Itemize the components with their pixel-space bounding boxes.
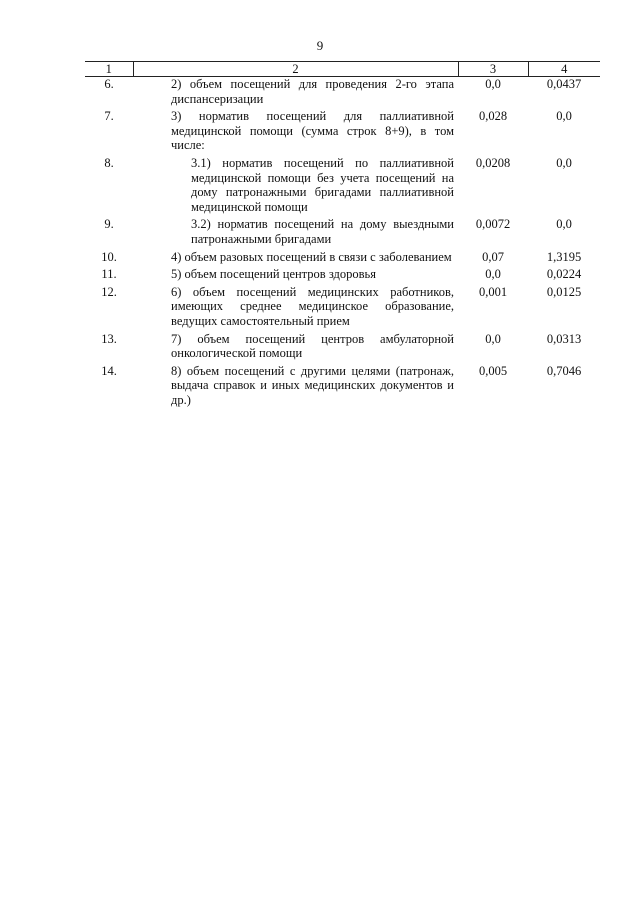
row-description: 3) норматив посещений для паллиативной медицинской помощи (сумма строк 8+9), в том числе: [171,109,454,153]
row-value-col3: 0,0072 [475,217,511,232]
row-description: 3.1) норматив посещений по паллиативной медицинской помощи без учета посещений на дому патронажными бригадами паллиативной медицинской помощи [191,155,454,214]
row-number: 6. [104,77,114,91]
table-row [85,109,600,156]
row-number: 12. [101,284,117,299]
row-number: 8. [104,155,114,170]
table-header [85,62,600,77]
row-description: 5) объем посещений центров здоровья [171,267,376,282]
row-number: 9. [104,217,114,232]
row-value-col3: 0,005 [478,363,508,378]
row-value-col4: 1,3195 [546,249,582,264]
header-col-4: 4 [528,62,600,77]
header-col-1: 1 [85,62,133,77]
table-row [85,267,600,285]
row-description: 8) объем посещений с другими целями (патронаж, выдача справок и иных медицинских документов и др.) [171,363,454,407]
table-row [85,364,600,411]
row-value-col3: 0,0 [485,331,501,346]
row-value-col3: 0,028 [478,109,508,124]
data-table [85,61,600,410]
row-value-col4: 0,0437 [546,77,582,91]
table-row [85,156,600,217]
row-value-col3: 0,001 [478,284,508,299]
row-value-col3: 0,0 [485,267,501,282]
table-row [85,77,600,110]
row-description: 3.2) норматив посещений на дому выездными патронажными бригадами [191,217,454,246]
table-row [85,250,600,268]
row-description: 7) объем посещений центров амбулаторной онкологической помощи [171,331,454,361]
table-header-row [85,62,600,77]
row-description: 2) объем посещений для проведения 2-го этапа диспансеризации [171,77,454,106]
table-row [85,332,600,364]
table-row [85,217,600,249]
row-number: 14. [101,363,117,378]
row-number: 11. [101,267,117,282]
row-value-col3: 0,0 [485,77,501,91]
row-value-col4: 0,7046 [546,363,582,378]
row-value-col4: 0,0224 [546,267,582,282]
row-number: 13. [101,331,117,346]
row-value-col4: 0,0 [556,109,572,124]
row-number: 7. [104,109,114,124]
row-number: 10. [101,249,117,264]
page-number: 9 [316,38,324,53]
row-value-col3: 0,0208 [475,155,511,170]
header-col-3: 3 [458,62,528,77]
row-description: 4) объем разовых посещений в связи с заболеванием [171,249,452,264]
row-description: 6) объем посещений медицинских работников, имеющих среднее медицинское образование, ведущих самостоятельный прием [171,284,454,328]
row-value-col3: 0,07 [482,249,504,264]
row-value-col4: 0,0125 [546,284,582,299]
table-row [85,285,600,332]
row-value-col4: 0,0 [556,155,572,170]
header-col-2: 2 [133,62,458,77]
table-body [85,77,600,411]
row-value-col4: 0,0 [556,217,572,232]
row-value-col4: 0,0313 [546,331,582,346]
